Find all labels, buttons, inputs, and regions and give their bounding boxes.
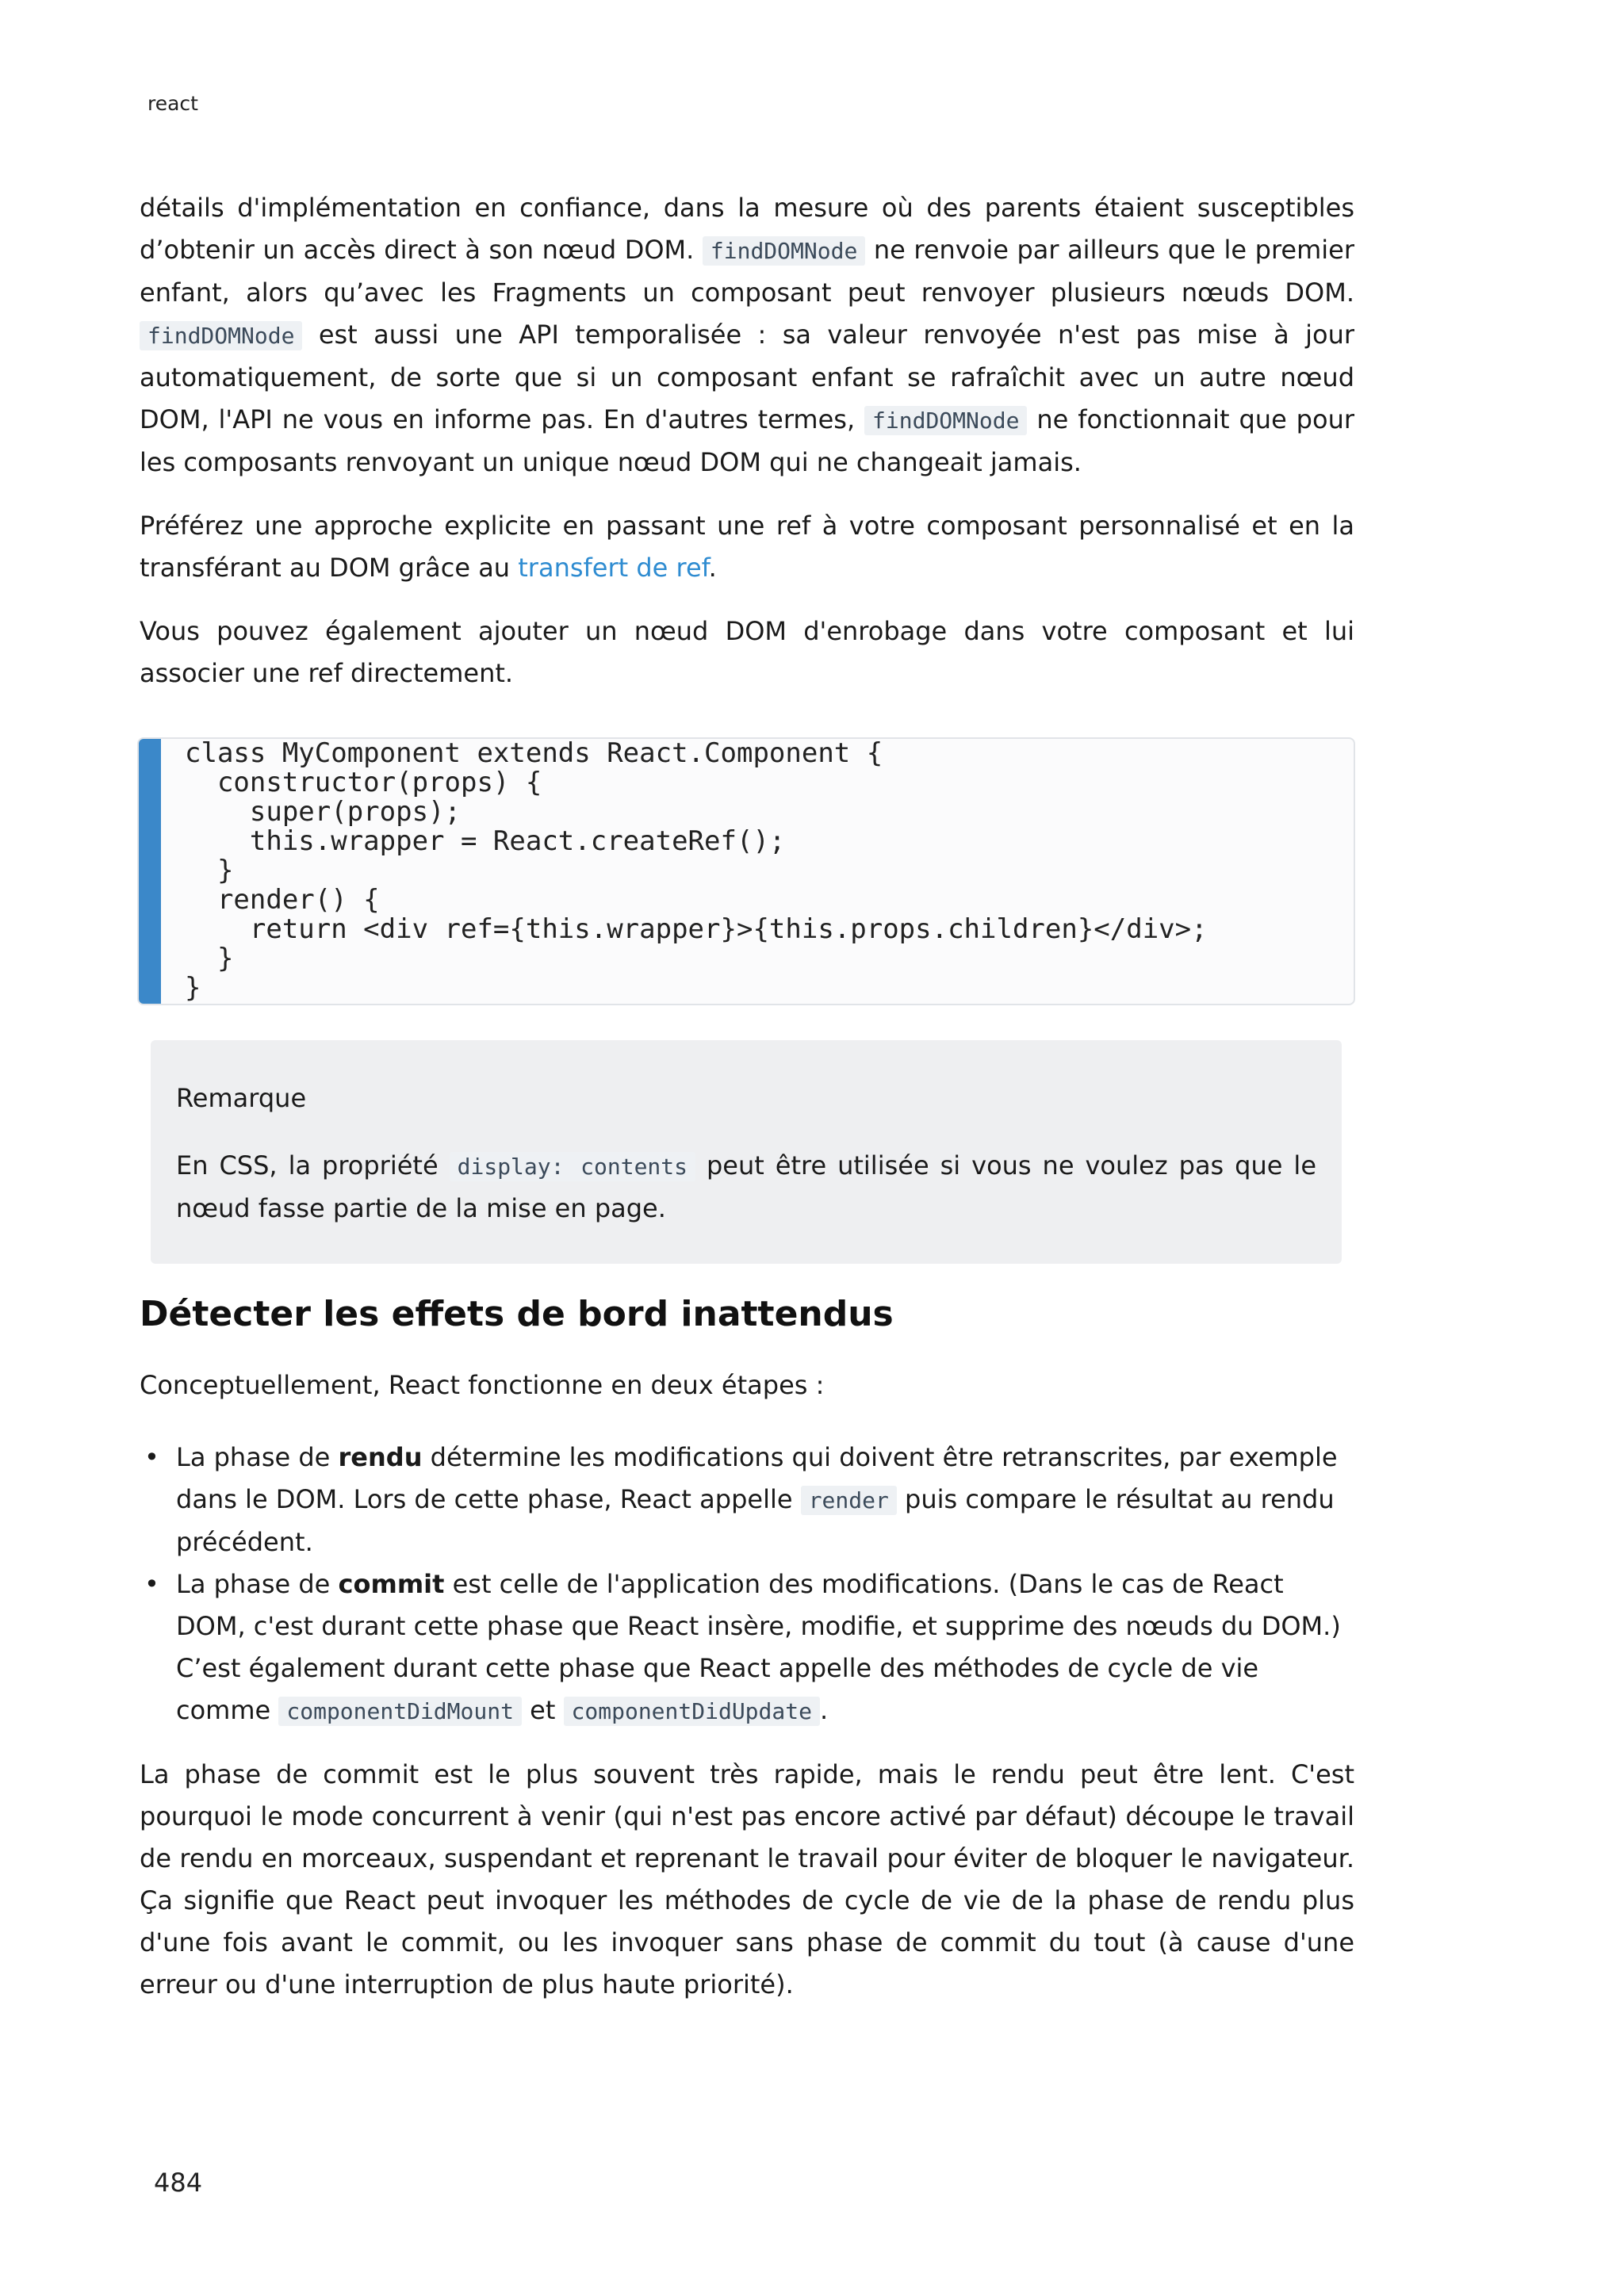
paragraph-commit-speed: La phase de commit est le plus souvent très rapide, mais le rendu peut être lent. C'est pourquoi le mode concurrent à venir (qui n'est pas encore activé par défaut) découpe le travail de rendu en morceaux, suspendant et reprenant le travail pour éviter de bloquer le navigateur. Ça signifie que React peut invoquer les méthodes de cycle de vie de la phase de rendu plus d'une fois avant le commit, ou les invoquer sans phase de commit du tout (à cause d'une erreur ou d'une interruption de plus haute priorité). [140, 1759, 1354, 1999]
list-item-text: et [521, 1695, 564, 1725]
note-box [151, 1040, 1342, 1264]
inline-code: display: contents [450, 1152, 695, 1181]
inline-code: findDOMNode [703, 236, 865, 266]
bold-term: rendu [338, 1442, 423, 1472]
list-item-text: puis compare le résultat au rendu précédent. [176, 1484, 1335, 1557]
paragraph-explicit-ref [140, 505, 1354, 589]
ref-forwarding-link[interactable]: transfert de ref [518, 553, 709, 583]
list-item-text: . [819, 1695, 829, 1725]
inline-code: findDOMNode [864, 406, 1027, 435]
code-block-accent-bar [139, 739, 161, 1004]
section-intro: Conceptuellement, React fonctionne en deux étapes : [140, 1370, 825, 1400]
note-title: Remarque [176, 1083, 307, 1113]
note-text [176, 1145, 1316, 1230]
paragraph-text: Préférez une approche explicite en passant une ref à votre composant personnalisé et en la transférant au DOM grâce au [140, 511, 1354, 583]
inline-code: render [801, 1486, 897, 1515]
running-header: react [147, 92, 198, 115]
main-content [140, 187, 1354, 695]
page-number: 484 [154, 2168, 203, 2198]
paragraph-text: ne fonctionnait que pour les composants renvoyant un unique nœud DOM qui ne changeait jamais. [140, 404, 1354, 477]
phases-list [140, 1437, 1361, 1732]
section-heading: Détecter les effets de bord inattendus [140, 1294, 894, 1334]
inline-code: componentDidUpdate [564, 1697, 820, 1726]
code-block [137, 737, 1355, 1005]
paragraph-text: détails d'implémentation en confiance, dans la mesure où des parents étaient susceptibles d’obtenir un accès direct à son nœud DOM. [140, 193, 1354, 265]
final-paragraph-wrapper [140, 1754, 1354, 2006]
paragraph-text: . [708, 553, 717, 583]
paragraph-text: est aussi une API temporalisée : sa valeur renvoyée n'est pas mise à jour automatiquement, de sorte que si un composant enfant se rafraîchit avec un autre nœud DOM, l'API ne vous en informe pas. En d'autres termes, [140, 320, 1354, 434]
note-text-part: En CSS, la propriété [176, 1150, 450, 1181]
paragraph-text: ne renvoie par ailleurs que le premier enfant, alors qu’avec les Fragments un composant peut renvoyer plusieurs nœuds DOM. [140, 235, 1354, 308]
paragraph-wrapper-node: Vous pouvez également ajouter un nœud DOM d'enrobage dans votre composant et lui associer une ref directement. [140, 616, 1354, 688]
list-item-render-phase [140, 1437, 1361, 1563]
bullet-icon: • [144, 1442, 159, 1472]
inline-code: findDOMNode [140, 321, 302, 350]
bold-term: commit [338, 1569, 445, 1599]
inline-code: componentDidMount [278, 1697, 522, 1726]
list-item-text: détermine les modifications qui doivent être retranscrites, par exemple dans le DOM. Lors de cette phase, React appelle [176, 1442, 1338, 1514]
note-text-part: peut être utilisée si vous ne voulez pas que le nœud fasse partie de la mise en page. [176, 1150, 1317, 1223]
bullet-icon: • [144, 1569, 159, 1599]
paragraph-finddomnode [140, 187, 1354, 484]
list-item-text: La phase de [176, 1442, 339, 1472]
list-item-text: La phase de [176, 1569, 339, 1599]
list-item-text: est celle de l'application des modifications. (Dans le cas de React DOM, c'est durant cette phase que React insère, modifie, et supprime des nœuds du DOM.) C’est également durant cette phase que React appelle des méthodes de cycle de vie comme [176, 1569, 1341, 1725]
list-item-commit-phase [140, 1563, 1361, 1732]
code-block-content: class MyComponent extends React.Component { constructor(props) { super(props); this.wrapper = React.createRef(); } render() { return <div ref={this.wrapper}>{this.props.children}</div>; } } [185, 737, 1208, 1004]
